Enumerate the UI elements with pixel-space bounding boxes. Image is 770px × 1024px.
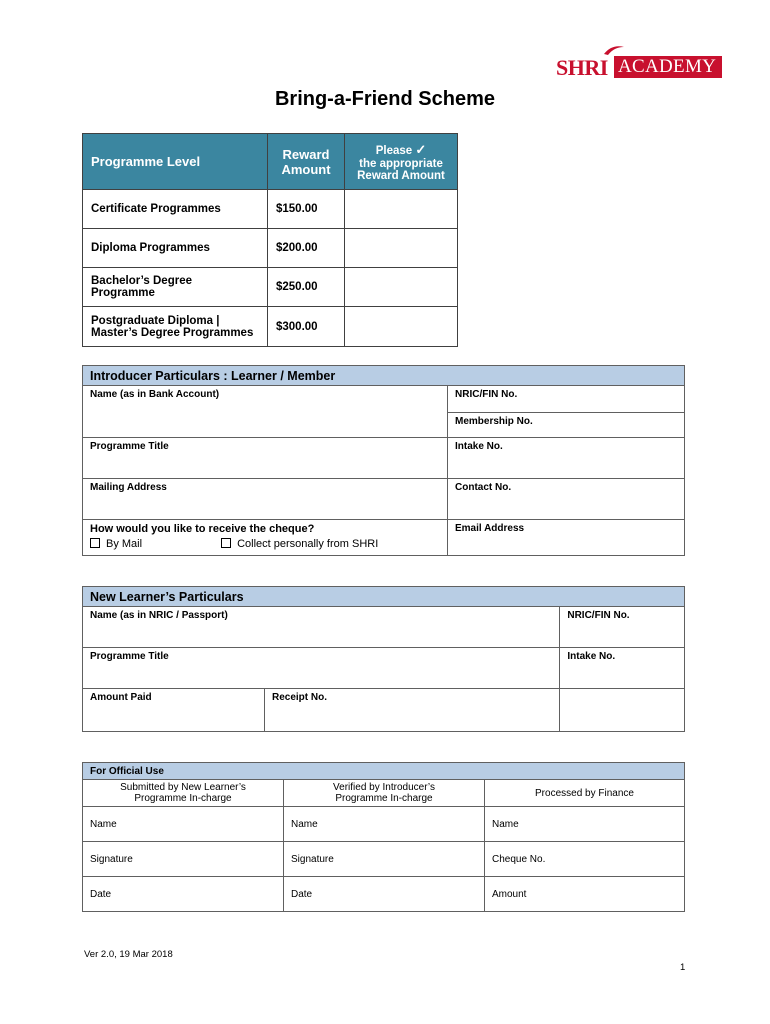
introducer-particulars-section: [82, 365, 685, 556]
table-row: [83, 190, 458, 229]
section-heading: New Learner’s Particulars: [83, 587, 685, 607]
level-cell: Bachelor’s Degree Programme: [83, 268, 268, 307]
new-learner-name-field[interactable]: Name (as in NRIC / Passport): [83, 607, 560, 648]
by-mail-option[interactable]: By Mail: [90, 538, 218, 550]
verified-by-header: Verified by Introducer’s Programme In-charge: [284, 780, 485, 807]
table-row: [83, 229, 458, 268]
official-field[interactable]: Date: [83, 877, 284, 912]
logo-academy-text: ACADEMY: [618, 56, 717, 77]
introducer-id-cell: [448, 386, 685, 438]
blank-cell[interactable]: [560, 689, 685, 732]
membership-field[interactable]: Membership No.: [448, 412, 684, 437]
introducer-programme-field[interactable]: Programme Title: [83, 438, 448, 479]
amount-cell: $150.00: [268, 190, 345, 229]
official-field[interactable]: Amount: [485, 877, 685, 912]
tick-cell[interactable]: [345, 268, 458, 307]
new-learner-nric-field[interactable]: NRIC/FIN No.: [560, 607, 685, 648]
section-heading: For Official Use: [83, 763, 685, 780]
amount-paid-field[interactable]: Amount Paid: [83, 689, 265, 732]
receipt-field[interactable]: Receipt No.: [265, 689, 560, 732]
please-check-header: Please ✓ the appropriate Reward Amount: [345, 134, 458, 190]
checkbox-icon[interactable]: [90, 538, 100, 548]
amount-cell: $250.00: [268, 268, 345, 307]
reward-amount-header: Reward Amount: [268, 134, 345, 190]
tick-cell[interactable]: [345, 307, 458, 347]
section-heading: Introducer Particulars : Learner / Member: [83, 366, 685, 386]
new-learner-section: [82, 586, 685, 732]
version-text: Ver 2.0, 19 Mar 2018: [84, 949, 173, 960]
table-row: [83, 877, 685, 912]
mailing-address-field[interactable]: Mailing Address: [83, 479, 448, 520]
email-field[interactable]: Email Address: [448, 520, 685, 556]
official-field[interactable]: Date: [284, 877, 485, 912]
introducer-name-field[interactable]: Name (as in Bank Account): [83, 386, 448, 438]
amount-cell: $200.00: [268, 229, 345, 268]
table-row: [83, 268, 458, 307]
page-title: Bring-a-Friend Scheme: [274, 88, 496, 110]
check-icon: ✓: [415, 141, 427, 157]
official-field[interactable]: Name: [284, 807, 485, 842]
tick-cell[interactable]: [345, 190, 458, 229]
introducer-intake-field[interactable]: Intake No.: [448, 438, 685, 479]
cheque-question: How would you like to receive the cheque?: [90, 523, 315, 535]
official-field[interactable]: Signature: [284, 842, 485, 877]
level-cell: Certificate Programmes: [83, 190, 268, 229]
processed-by-header: Processed by Finance: [485, 780, 685, 807]
logo-shri-text: SHRI: [556, 55, 608, 80]
official-field[interactable]: Name: [83, 807, 284, 842]
official-field[interactable]: Signature: [83, 842, 284, 877]
submitted-by-header: Submitted by New Learner’s Programme In-charge: [83, 780, 284, 807]
collect-option[interactable]: Collect personally from SHRI: [221, 538, 378, 550]
table-row: [83, 307, 458, 347]
level-cell: Postgraduate Diploma | Master’s Degree Programmes: [83, 307, 268, 347]
nric-field[interactable]: NRIC/FIN No.: [455, 389, 518, 400]
official-field[interactable]: Name: [485, 807, 685, 842]
tick-cell[interactable]: [345, 229, 458, 268]
page-number: 1: [680, 962, 686, 973]
cheque-preference-cell: [83, 520, 448, 556]
reward-table: [82, 133, 458, 347]
contact-field[interactable]: Contact No.: [448, 479, 685, 520]
shri-academy-logo: [556, 44, 724, 80]
programme-level-header: Programme Level: [83, 134, 268, 190]
amount-cell: $300.00: [268, 307, 345, 347]
new-learner-programme-field[interactable]: Programme Title: [83, 648, 560, 689]
official-use-section: [82, 762, 685, 912]
table-row: [83, 807, 685, 842]
level-cell: Diploma Programmes: [83, 229, 268, 268]
official-field[interactable]: Cheque No.: [485, 842, 685, 877]
new-learner-intake-field[interactable]: Intake No.: [560, 648, 685, 689]
table-row: [83, 842, 685, 877]
checkbox-icon[interactable]: [221, 538, 231, 548]
